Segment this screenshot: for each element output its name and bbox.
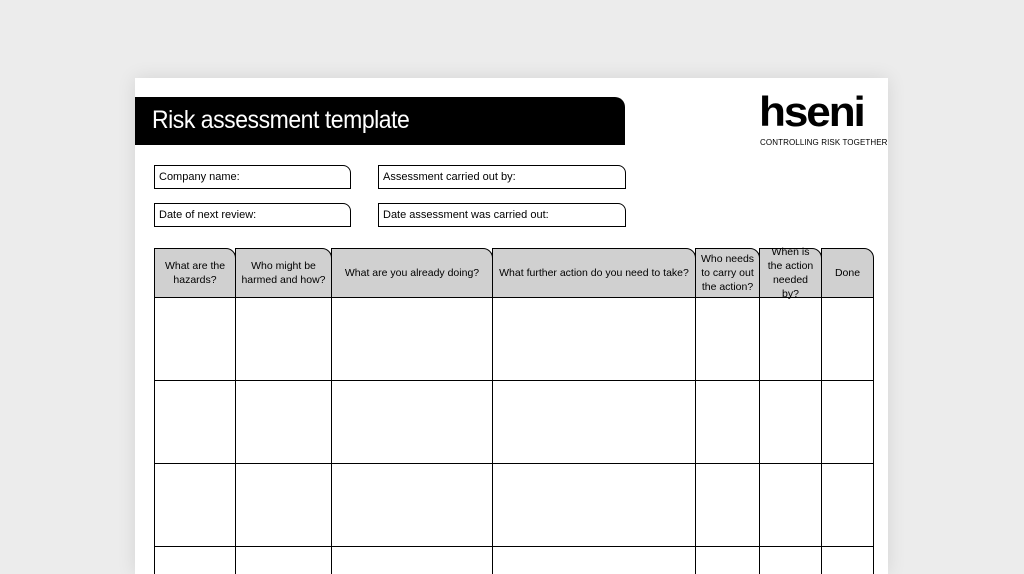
table-cell[interactable] — [760, 381, 821, 463]
assessment-date-label: Date assessment was carried out: — [383, 209, 549, 221]
table-cell[interactable] — [760, 464, 821, 546]
logo-wordmark: hseni — [759, 88, 864, 135]
table-cell[interactable] — [696, 381, 759, 463]
table-column-line — [873, 298, 874, 574]
table-cell[interactable] — [493, 381, 695, 463]
table-cell[interactable] — [155, 547, 235, 574]
column-header-further-action: What further action do you need to take? — [492, 248, 696, 298]
table-cell[interactable] — [822, 298, 873, 380]
assessed-by-label: Assessment carried out by: — [383, 171, 516, 183]
table-cell[interactable] — [155, 298, 235, 380]
document-page — [135, 78, 888, 574]
table-cell[interactable] — [332, 298, 492, 380]
table-cell[interactable] — [332, 464, 492, 546]
table-cell[interactable] — [822, 547, 873, 574]
table-cell[interactable] — [236, 381, 331, 463]
assessment-date-field[interactable] — [378, 203, 626, 227]
company-name-field[interactable] — [154, 165, 351, 189]
table-cell[interactable] — [155, 464, 235, 546]
table-cell[interactable] — [760, 547, 821, 574]
page-title: Risk assessment template — [152, 106, 410, 134]
table-cell[interactable] — [493, 547, 695, 574]
table-cell[interactable] — [332, 547, 492, 574]
column-header-who-carries-out: Who needs to carry out the action? — [695, 248, 760, 298]
table-cell[interactable] — [696, 464, 759, 546]
table-cell[interactable] — [760, 298, 821, 380]
hseni-logo — [759, 88, 888, 147]
table-cell[interactable] — [236, 464, 331, 546]
next-review-label: Date of next review: — [159, 209, 257, 221]
logo-tagline: CONTROLLING RISK TOGETHER — [760, 138, 888, 147]
column-header-already-doing: What are you already doing? — [331, 248, 493, 298]
table-cell[interactable] — [493, 298, 695, 380]
table-cell[interactable] — [155, 381, 235, 463]
company-name-label: Company name: — [159, 171, 240, 183]
title-banner — [135, 97, 625, 145]
column-header-when-needed: When is the action needed by? — [759, 248, 822, 298]
table-cell[interactable] — [696, 547, 759, 574]
table-cell[interactable] — [332, 381, 492, 463]
column-header-done: Done — [821, 248, 874, 298]
table-cell[interactable] — [236, 547, 331, 574]
assessed-by-field[interactable] — [378, 165, 626, 189]
table-cell[interactable] — [236, 298, 331, 380]
column-header-hazards: What are the hazards? — [154, 248, 236, 298]
column-header-who-harmed: Who might be harmed and how? — [235, 248, 332, 298]
next-review-field[interactable] — [154, 203, 351, 227]
table-cell[interactable] — [822, 464, 873, 546]
table-cell[interactable] — [822, 381, 873, 463]
table-cell[interactable] — [493, 464, 695, 546]
table-cell[interactable] — [696, 298, 759, 380]
